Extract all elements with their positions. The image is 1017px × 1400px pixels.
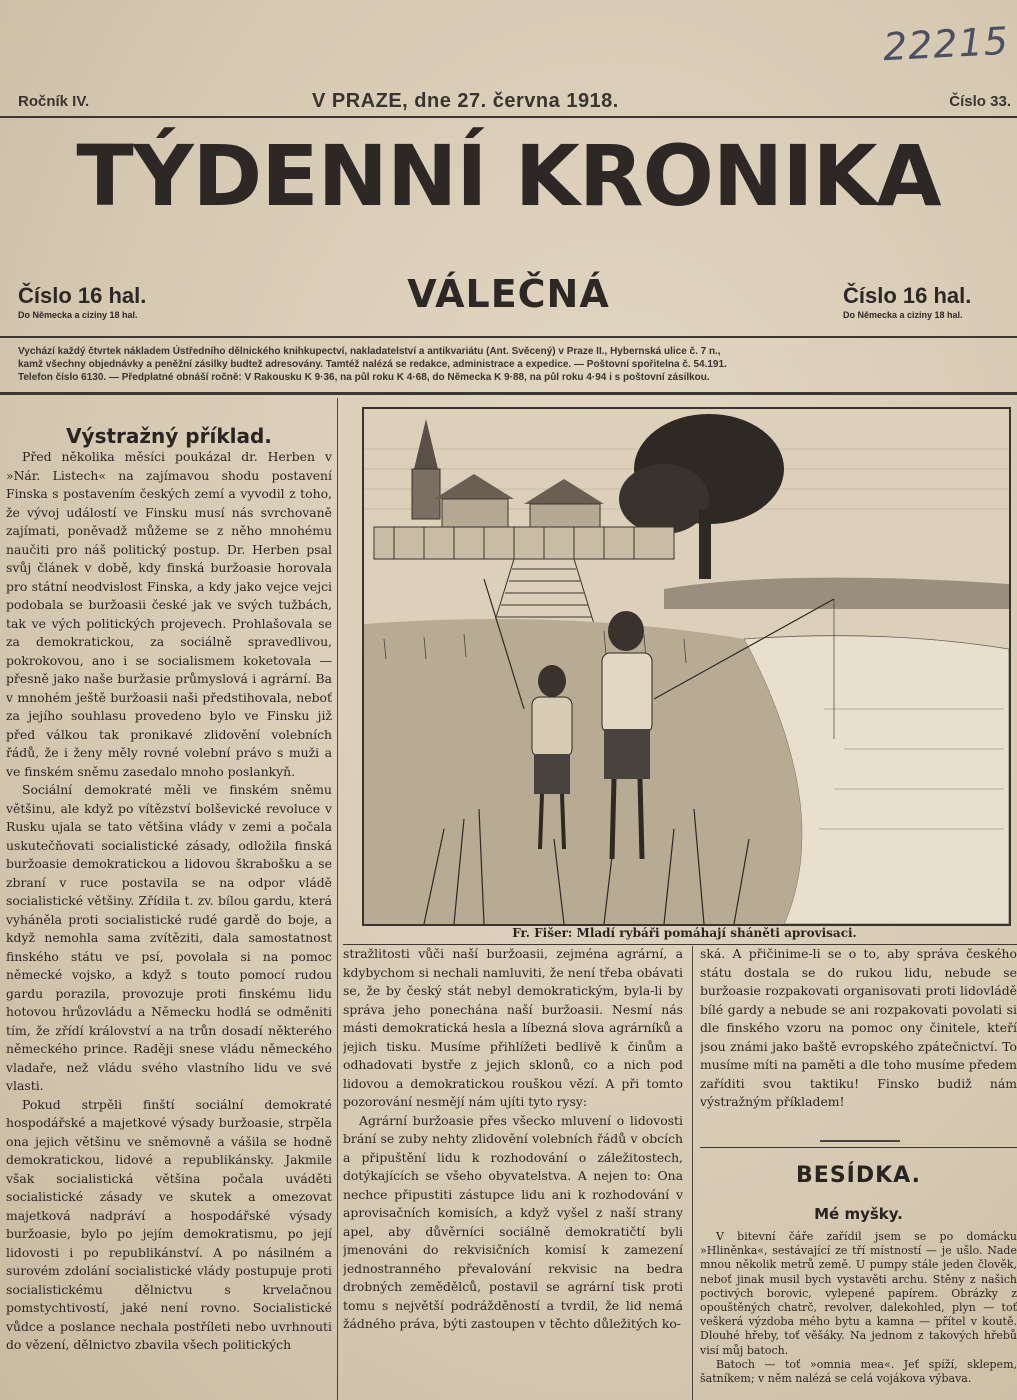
volume-label: Ročník IV. [18, 93, 90, 110]
price-label: Číslo 16 hal. [843, 283, 972, 308]
article-paragraph: Pokud strpěli finští sociální demokraté hospodářské a majetkové výsady buržoasie, strpěla ona jejich většinu ve sněmovně a vášila se hodně demokratickou, lidové a republikánsky. Jakmile však socialistická většina počala uváděti socialistické zásady ve skutek a omezovat majetková nadpráví a hospodářské výsady buržoasie, bylo po jejím demokratismu, po její lidovosti i po republikánství. A po násilném a surovém zdolání socialistické vlády postupuje proti socialistickému dělnictvu s krvelačnou pomstychtivostí, jaké není rovno. Socialistické vůdce a poslance nechala postříleti nebo uvrhnouti do vězení, dělnictvo zbavila všech politických [6, 1096, 332, 1352]
publisher-notice [18, 345, 1013, 384]
price-box-right [843, 283, 971, 320]
handwritten-archive-number: 22215 [882, 18, 1011, 70]
article-paragraph: Sociální demokraté měli ve finském sněmu většinu, ale když po vítězství bolševické revoluce v Rusku ujala se tato většina vlády v zemi a počala uskutečňovati socialistické zásady, odložila finská buržoasie demokratickou a lidovou škrabošku a se zbraní v ruce postavila se na odpor vládě socialistické většiny. Zřídila t. zv. bílou gardu, která vyháněla proti socialistické rudé gardě do boje, a když nemohla sama zvítěziti, dala samostatnost finského státu ve psí, povolala si na pomoc německé vojsko, a když s touto pomocí rudou gardu porazila, provozuje proti finskému lidu hotovou hrůzovládu a Německu hodlá se odměniti tím, že zřídí království a na trůn dosadí některého německého prince. Raději snese vládu německého vladaře, než vládu svého vlastního lidu ve své vlasti. [6, 782, 332, 1093]
article-title: Výstražný příklad. [66, 424, 272, 448]
price-abroad: Do Německa a ciziny 18 hal. [843, 310, 963, 320]
notice-line: Vychází každý čtvrtek nákladem Ústředního dělnického knihkupectví, nakladatelství a antikvariátu (Ant. Svěcený) v Praze II., Hybernská ulice č. 7 n., [18, 346, 721, 357]
header-line [0, 90, 1017, 114]
notice-line: kamž všechny objednávky a peněžní zásilky budtež adresovány. Tamtéž nalézá se redakce, administrace a expedice. — Poštovní spořitelna č. 54.191. [18, 359, 727, 370]
article-paragraph: Agrární buržoasie přes všecko mluvení o lidovosti brání se zuby nehty zlidovění volebních řádů v obcích a připuštění lidu k rozhodování o záležitostech, dotýkajících se všeho obyvatelstva. A nejen to: Ona nechce připustiti zástupce lidu ani k rozhodování v aprovisačních komisích, a když vyšel z naší strany apel, aby důvěrníci sociálně demokratičtí byli jmenováni do rekvisičních komisí k zamezení jednostranného převalování rekvisic na bedra drobných zemědělců, postavil se agrární tisk proti tomu s největší podrážděností a tvrdil, že lid nemá žádného práva, býti zastoupen v těchto důležitých ko- [343, 1112, 683, 1331]
dateline: V PRAZE, dne 27. června 1918. [312, 90, 619, 112]
article-column-2 [343, 945, 683, 1400]
article-paragraph: ská. A přičinime-li se o to, aby správa českého státu dostala se do rukou lidu, nebude se buržoasie rozpakovati organisovati proti lidovládě bílé gardy a nebude se ani rozpakovati povolati si dle finského vzoru na pomoc ony činitele, kteří jsou známi jako baště evropského zpátečnictví. To musíme míti na paměti a dle toho musíme předem zaříditi svou taktiku! Finsko budiž nám výstražným příkladem! [700, 946, 1017, 1109]
price-label: Číslo 16 hal. [18, 283, 147, 308]
column-divider [337, 398, 338, 1400]
illustration-drawing [364, 409, 1009, 924]
masthead-title: TÝDENNÍ KRONIKA [76, 127, 941, 225]
masthead-rule [0, 336, 1017, 338]
illustration-young-fishermen [362, 407, 1011, 926]
illustration-caption: Fr. Fišer: Mladí rybáři pomáhají sháněti aprovisaci. [512, 926, 857, 940]
article-paragraph: stražlitosti vůči naší buržoasii, zejména agrární, a kdybychom si nechali namluviti, že není třeba obávati se, že by český stát nebyl demokratickým, byla-li by správa jeho ponechána naší buržoasii. Nesmí nás másti demokratická hesla a líbezná slova agrárníků a jejich tisku. Musíme přihlížeti bedlivě k činům a odhadovati bystře z jejich sklonů, co a nich pod lidovou a demokratickou rouškou vězí. A při tomto pozorování nesmějí nám ujíti tyto rysy: [343, 946, 683, 1109]
feuilleton-column [700, 1230, 1017, 1400]
notice-line: Telefon číslo 6130. — Předplatné obnáší ročně: V Rakousku K 9·36, na půl roku K 4·68, do Německa K 9·88, na půl roku 4·94 i s poštovní zásilkou. [18, 372, 710, 383]
feuilleton-paragraph: Batoch — toť »omnia mea«. Jeť spíží, sklepem, šatníkem; v něm nalézá se celá vojákova výbava. [700, 1357, 1017, 1386]
article-column-3 [700, 945, 1017, 1135]
article-paragraph: Před několika měsíci poukázal dr. Herben v »Nár. Listech« na zajímavou shodu postavení Finska s postavením českých zemí a vyvodil z toho, že vývoj událostí ve Finsku musí nás svrchovaně zajímati, poněvadž můžeme se z něho mnohému naučiti pro náš politický postup. Dr. Herben psal svůj článek v době, kdy finská buržoasie horovala pro státní neodvislost Finska, a kdy jako vejce vejci podobala se buržoasii české jak ve svých tužbách, tak ve vých politických projevech. Prohlašovala se za demokratickou, za sociálně spravedlivou, pokrokovou, ano i se socialismem koketovala — přesně jako naše buržasie průmyslová i agrární. Ba v mnohém ještě buržoasii naši předstihovala, neboť za jejího souhlasu provedeno bylo ve Finsku již před válkou tak pronikavé zlidovění volebních řádů, že i ženy měly rovné volební právo s muži a ve finském sněmu zasedalo mnoho poslankyň. [6, 449, 332, 779]
feuilleton-subtitle: Mé myšky. [814, 1205, 903, 1223]
masthead-subtitle: VÁLEČNÁ [407, 272, 610, 316]
article-column-1 [6, 448, 332, 1400]
end-of-article-rule [820, 1140, 900, 1142]
issue-number: Číslo 33. [949, 93, 1011, 110]
notice-rule [0, 392, 1017, 395]
feuilleton-paragraph: V bitevní čáře zařídil jsem se po domácku »Hliněnka«, sestávající ze tří místností — je ušlo. Nade mnou několik metrů země. U pumpy stále jeden člověk, neboť jinak musil bych vystavěti archu. Stěny z našich poctivých borovic, vylepené papírem. Obrázky z opouštěných chatrč, revolver, dalekohled, plyn — toť veškerá výzdoba mého bytu a kamna — přítel v koutě. Dlouhé hřeby, toť věšáky. Na jednom z takových hřebů visí můj batoch. [700, 1230, 1017, 1357]
feuilleton-title: BESÍDKA. [796, 1163, 921, 1188]
header-rule [0, 116, 1017, 118]
price-abroad: Do Německa a ciziny 18 hal. [18, 310, 138, 320]
price-box-left [18, 283, 146, 320]
section-rule [700, 1147, 1017, 1148]
column-divider [692, 946, 693, 1400]
